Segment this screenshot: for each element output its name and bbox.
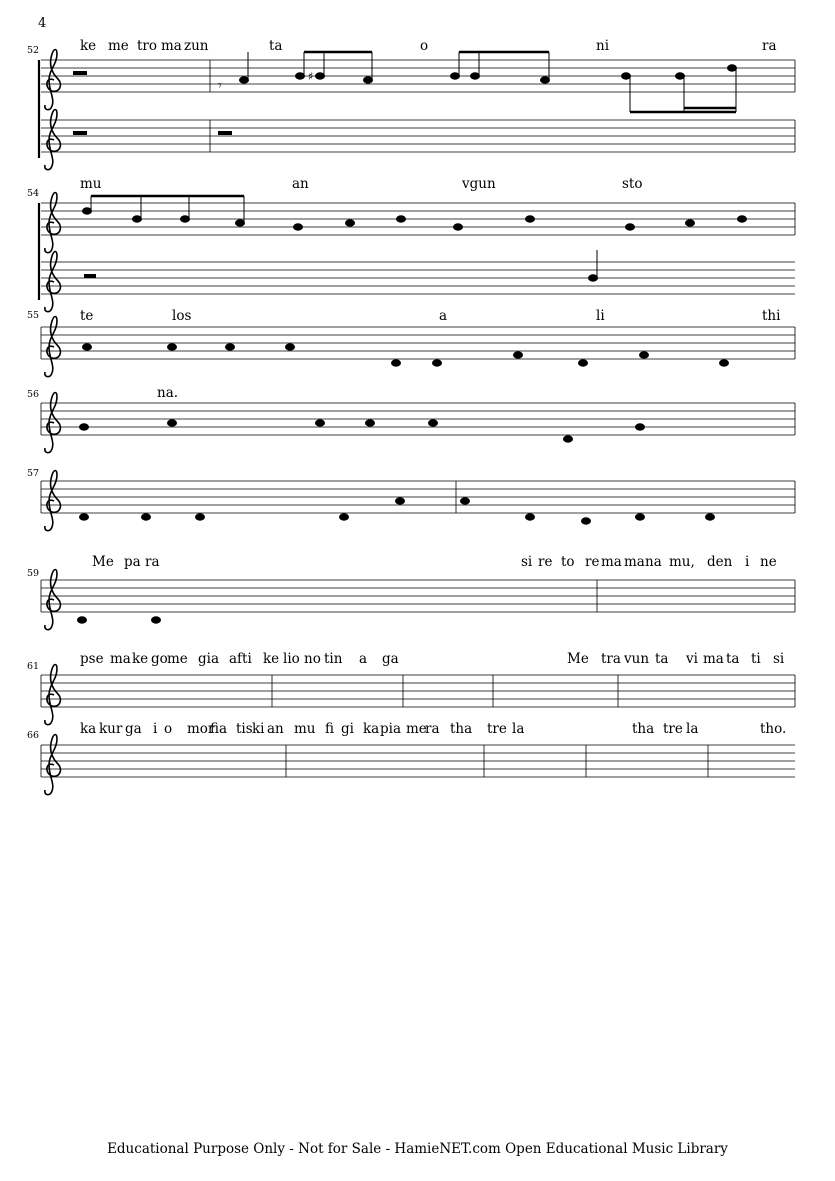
lyrics-row bbox=[92, 554, 777, 570]
system-59 bbox=[27, 554, 795, 630]
staff-lower bbox=[41, 120, 795, 152]
lyric-syllable: me bbox=[406, 721, 427, 737]
system-66 bbox=[27, 721, 795, 795]
lyric-syllable: ma bbox=[110, 651, 131, 667]
staff bbox=[41, 580, 795, 612]
lyric-syllable: vgun bbox=[462, 176, 496, 192]
lyric-syllable: na. bbox=[157, 385, 179, 401]
lyric-syllable: tin bbox=[324, 651, 343, 667]
svg-text:♯: ♯ bbox=[308, 70, 314, 83]
lyric-syllable: thi bbox=[762, 308, 781, 324]
lyric-syllable: ra bbox=[145, 554, 160, 570]
lyric-syllable: mu, bbox=[669, 554, 695, 570]
lyric-syllable: la bbox=[512, 721, 525, 737]
lyric-syllable: re bbox=[585, 554, 600, 570]
lyric-syllable: pa bbox=[124, 554, 141, 570]
lyric-syllable: ke bbox=[80, 38, 97, 54]
measure-number: 61 bbox=[27, 661, 40, 672]
lyric-syllable: an bbox=[292, 176, 309, 192]
lyrics-row bbox=[157, 385, 178, 401]
lyric-syllable: ma bbox=[161, 38, 182, 54]
lyric-syllable: tro bbox=[137, 38, 158, 54]
lyric-syllable: los bbox=[172, 308, 192, 324]
measure-number: 59 bbox=[27, 568, 40, 579]
measure-number: 66 bbox=[27, 730, 40, 741]
lyric-syllable: den bbox=[707, 554, 733, 570]
lyric-syllable: zun bbox=[184, 38, 209, 54]
system-61 bbox=[27, 651, 795, 725]
lyric-syllable: to bbox=[561, 554, 575, 570]
system-55 bbox=[27, 308, 795, 377]
footer-notice: Educational Purpose Only - Not for Sale - HamieNET.com Open Educational Music Library bbox=[107, 1141, 728, 1157]
lyric-syllable: ka bbox=[363, 721, 380, 737]
lyric-syllable: la bbox=[686, 721, 699, 737]
lyric-syllable: a bbox=[359, 651, 368, 667]
lyric-syllable: ga bbox=[125, 721, 142, 737]
lyric-syllable: afti bbox=[229, 651, 252, 667]
lyrics-row bbox=[80, 721, 786, 737]
lyric-syllable: ti bbox=[751, 651, 761, 667]
lyrics-row bbox=[80, 651, 785, 667]
lyric-syllable: vi bbox=[686, 651, 698, 667]
lyric-syllable: no bbox=[304, 651, 321, 667]
lyric-syllable: gi bbox=[341, 721, 354, 737]
lyric-syllable: Me bbox=[92, 554, 114, 570]
staff bbox=[41, 745, 795, 777]
lyric-syllable: ma bbox=[601, 554, 622, 570]
lyric-syllable: tho. bbox=[760, 721, 787, 737]
lyric-syllable: tha bbox=[450, 721, 473, 737]
lyric-syllable: tre bbox=[663, 721, 683, 737]
lyrics-row bbox=[80, 176, 642, 192]
lyric-syllable: ki bbox=[252, 721, 265, 737]
lyrics-row bbox=[80, 308, 781, 324]
lyric-syllable: i bbox=[153, 721, 158, 737]
lyric-syllable: o bbox=[420, 38, 429, 54]
lyric-syllable: gia bbox=[198, 651, 220, 667]
staff-lower bbox=[41, 262, 795, 294]
staff bbox=[41, 675, 795, 707]
lyric-syllable: me bbox=[108, 38, 129, 54]
lyric-syllable: i bbox=[745, 554, 750, 570]
lyric-syllable: mor bbox=[187, 721, 215, 737]
lyric-syllable: na bbox=[645, 554, 662, 570]
lyric-syllable: vun bbox=[624, 651, 650, 667]
lyrics-row bbox=[80, 38, 777, 54]
lyric-syllable: ke bbox=[263, 651, 280, 667]
lyric-syllable: kur bbox=[99, 721, 123, 737]
staff bbox=[41, 327, 795, 359]
measure-number: 54 bbox=[27, 188, 40, 199]
system-56 bbox=[27, 385, 795, 453]
lyric-syllable: fi bbox=[325, 721, 335, 737]
lyric-syllable: ne bbox=[760, 554, 777, 570]
measure-number: 57 bbox=[27, 468, 40, 479]
lyric-syllable: Me bbox=[567, 651, 589, 667]
lyric-syllable: me bbox=[167, 651, 188, 667]
system-52 bbox=[27, 38, 795, 170]
system-57 bbox=[27, 468, 795, 531]
lyric-syllable: ke bbox=[132, 651, 149, 667]
staff bbox=[41, 481, 795, 513]
lyric-syllable: ma bbox=[624, 554, 645, 570]
lyric-syllable: ka bbox=[80, 721, 97, 737]
lyric-syllable: fia bbox=[210, 721, 228, 737]
measure-number: 55 bbox=[27, 310, 40, 321]
lyric-syllable: si bbox=[773, 651, 785, 667]
lyric-syllable: si bbox=[521, 554, 533, 570]
lyric-syllable: li bbox=[596, 308, 605, 324]
lyric-syllable: ta bbox=[655, 651, 669, 667]
lyric-syllable: sto bbox=[622, 176, 643, 192]
lyric-syllable: tra bbox=[601, 651, 621, 667]
lyric-syllable: go bbox=[151, 651, 168, 667]
lyric-syllable: mu bbox=[80, 176, 102, 192]
system-54 bbox=[27, 176, 795, 312]
lyric-syllable: ra bbox=[762, 38, 777, 54]
lyric-syllable: tis bbox=[236, 721, 253, 737]
lyric-syllable: te bbox=[80, 308, 94, 324]
lyric-syllable: tre bbox=[487, 721, 507, 737]
lyric-syllable: o bbox=[164, 721, 173, 737]
lyric-syllable: ta bbox=[726, 651, 740, 667]
measure-number: 56 bbox=[27, 389, 40, 400]
lyric-syllable: a bbox=[439, 308, 448, 324]
lyric-syllable: re bbox=[538, 554, 553, 570]
lyric-syllable: ma bbox=[703, 651, 724, 667]
lyric-syllable: ni bbox=[596, 38, 610, 54]
page-number: 4 bbox=[38, 16, 47, 31]
lyric-syllable: tha bbox=[632, 721, 655, 737]
staff bbox=[41, 403, 795, 435]
lyric-syllable: ga bbox=[382, 651, 399, 667]
lyric-syllable: pia bbox=[380, 721, 402, 737]
lyric-syllable: an bbox=[267, 721, 284, 737]
lyric-syllable: pse bbox=[80, 651, 104, 667]
measure-number: 52 bbox=[27, 45, 40, 56]
lyric-syllable: mu bbox=[294, 721, 316, 737]
svg-text:𝄾: 𝄾 bbox=[218, 78, 222, 94]
lyric-syllable: lio bbox=[283, 651, 300, 667]
staff-upper bbox=[41, 203, 795, 235]
lyric-syllable: ra bbox=[425, 721, 440, 737]
lyric-syllable: ta bbox=[269, 38, 283, 54]
